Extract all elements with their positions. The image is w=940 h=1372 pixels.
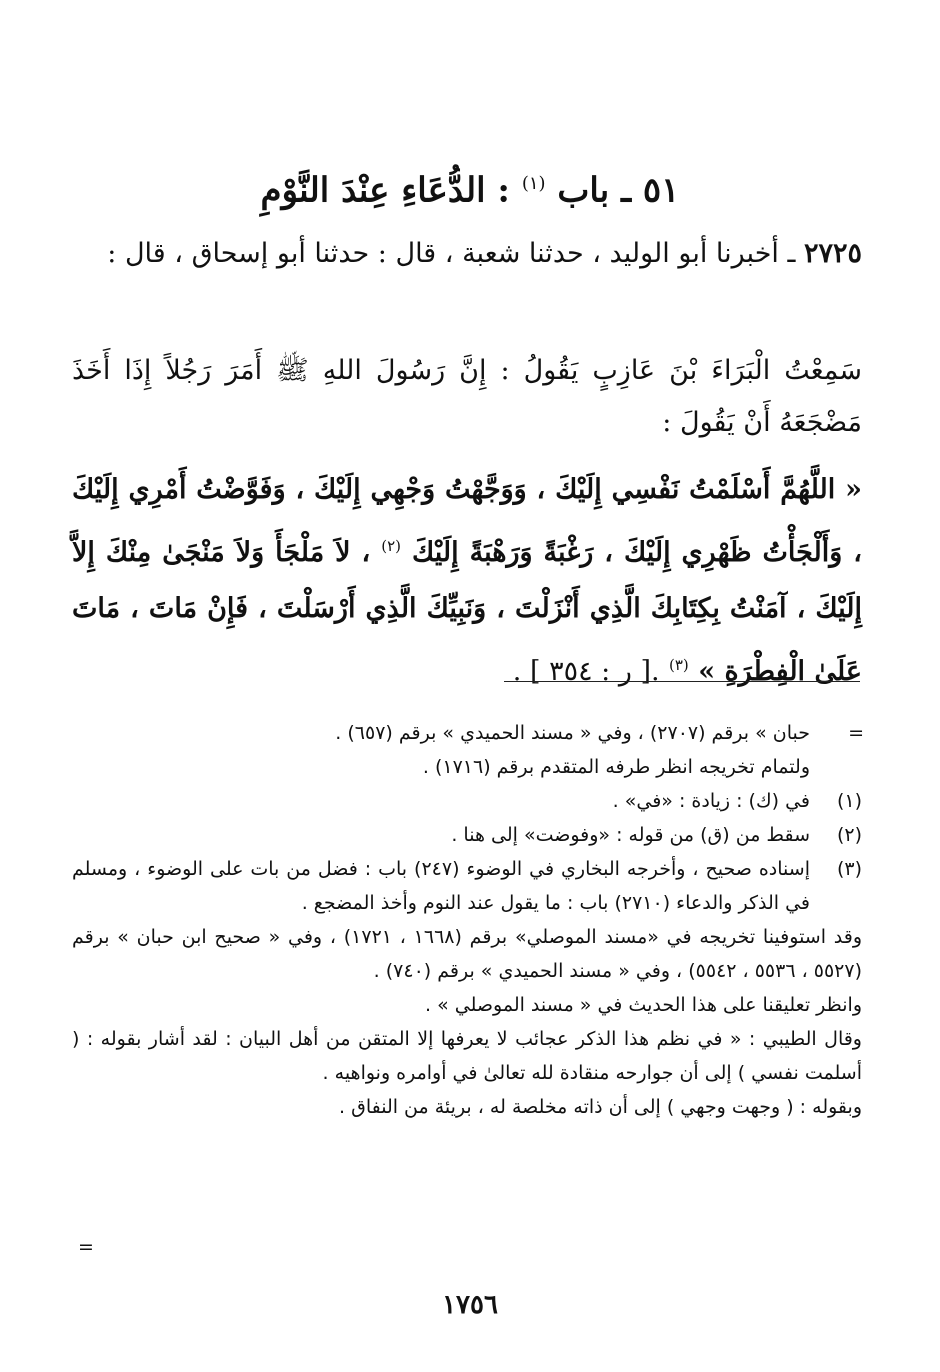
dua-part-1: « اللَّهُمَّ أَسْلَمْتُ نَفْسِي إِلَيْكَ ، وَوَجَّهْتُ وَجْهِي إِلَيْكَ ، وَفَوَّضْتُ أَمْرِي إِلَيْكَ ، وَأَلْجَأْتُ ظَهْرِي إِلَيْكَ ، رَغْبَةً وَرَهْبَةً إِلَيْكَ [72, 474, 863, 568]
page-number: ١٧٥٦ [442, 1290, 498, 1320]
footnote-3-para-3-text: وانظر تعليقنا على هذا الحديث في « مسند الموصلي » . [425, 994, 862, 1016]
hadith-isnad: ٢٧٢٥ ـ أخبرنا أبو الوليد ، حدثنا شعبة ، قال : حدثنا أبو إسحاق ، قال : [107, 238, 862, 269]
footnote-3-para-2-text: وقد استوفينا تخريجه في «مسند الموصلي» برقم (١٦٦٨ ، ١٧٢١) ، وفي « صحيح ابن حبان » برقم (٥٥٢٧ ، ٥٥٣٦ ، ٥٥٤٢) ، وفي « مسند الحميدي » برقم (٧٤٠) . [72, 926, 862, 982]
footnote-2 [72, 818, 862, 852]
cross-reference: .[ ر : ٣٥٤ ] . [512, 656, 660, 687]
hadith-isnad-text: أخبرنا أبو الوليد ، حدثنا شعبة ، قال : حدثنا أبو إسحاق ، قال : [107, 238, 779, 269]
continuation-mark: = [848, 722, 864, 744]
chapter-prefix: باب [557, 170, 610, 211]
footnotes-section [72, 716, 862, 1124]
footnote-separator [504, 681, 860, 682]
dua-footnote-ref-3: (٣) [669, 656, 689, 674]
footnote-end-mark: = [78, 1236, 94, 1258]
footnote-3 [72, 852, 862, 920]
footnote-3-para-5-text: وبقوله : ( وجهت وجهي ) إلى أن ذاته مخلصة له ، بريئة من النفاق . [339, 1096, 862, 1118]
footnote-2-text: سقط من (ق) من قوله : «وفوضت» إلى هنا . [451, 824, 810, 846]
footnote-2-mark: (٢) [836, 824, 862, 846]
chapter-heading: ٥١ ـ باب $^{(١)}$ : الدُّعَاءِ عِنْدَ النَّوْمِ [260, 170, 680, 211]
dua-part-2: ، لاَ مَلْجَأَ وَلاَ مَنْجَىٰ مِنْكَ إِلاَّ إِلَيْكَ ، آمَنْتُ بِكِتَابِكَ الَّذِي أَنْزَلْتَ ، وَنَبِيِّكَ الَّذِي أَرْسَلْتَ ، فَإِنْ مَاتَ ، مَاتَ عَلَىٰ الْفِطْرَةِ » [72, 537, 862, 687]
footnote-continuation [72, 716, 862, 784]
footnote-1 [72, 784, 862, 818]
footnote-3-paragraph-4 [72, 1022, 862, 1090]
continuation-text-1: حبان » برقم (٢٧٠٧) ، وفي « مسند الحميدي » برقم (٦٥٧) . [335, 722, 810, 744]
chapter-title-text: الدُّعَاءِ عِنْدَ النَّوْمِ [260, 170, 486, 211]
chapter-footnote-ref: (١) [521, 173, 546, 194]
hadith-matn: سَمِعْتُ الْبَرَاءَ بْنَ عَازِبٍ يَقُولُ : إِنَّ رَسُولَ اللهِ ﷺ أَمَرَ رَجُلاً إِذَا أَخَذَ مَضْجَعَهُ أَنْ يَقُولَ : [72, 355, 862, 438]
footnote-3-text: إسناده صحيح ، وأخرجه البخاري في الوضوء (٢٤٧) باب : فضل من بات على الوضوء ، ومسلم في الذكر والدعاء (٢٧١٠) باب : ما يقول عند النوم وأخذ المضجع . [72, 858, 810, 914]
footnote-1-text: في (ك) : زيادة : «في» . [612, 790, 810, 812]
dua-footnote-ref-2: (٢) [381, 537, 402, 555]
footnote-3-mark: (٣) [836, 858, 862, 880]
footnote-1-mark: (١) [836, 790, 862, 812]
footnote-3-paragraph-2 [72, 920, 862, 988]
hadith-dua [72, 462, 862, 700]
footnote-3-para-4-text: وقال الطيبي : « في نظم هذا الذكر عجائب لا يعرفها إلا المتقن من أهل البيان : لقد أشار بقوله : ( أسلمت نفسي ) إلى أن جوارحه منقادة لله تعالىٰ في أوامره ونواهيه . [72, 1028, 862, 1084]
footnote-3-paragraph-5 [72, 1090, 862, 1124]
chapter-number: ٥١ [642, 170, 680, 211]
footnote-3-paragraph-3 [72, 988, 862, 1022]
hadith-number: ٢٧٢٥ [803, 238, 862, 269]
continuation-text-2: ولتمام تخريجه انظر طرفه المتقدم برقم (١٧١٦) . [422, 756, 810, 778]
